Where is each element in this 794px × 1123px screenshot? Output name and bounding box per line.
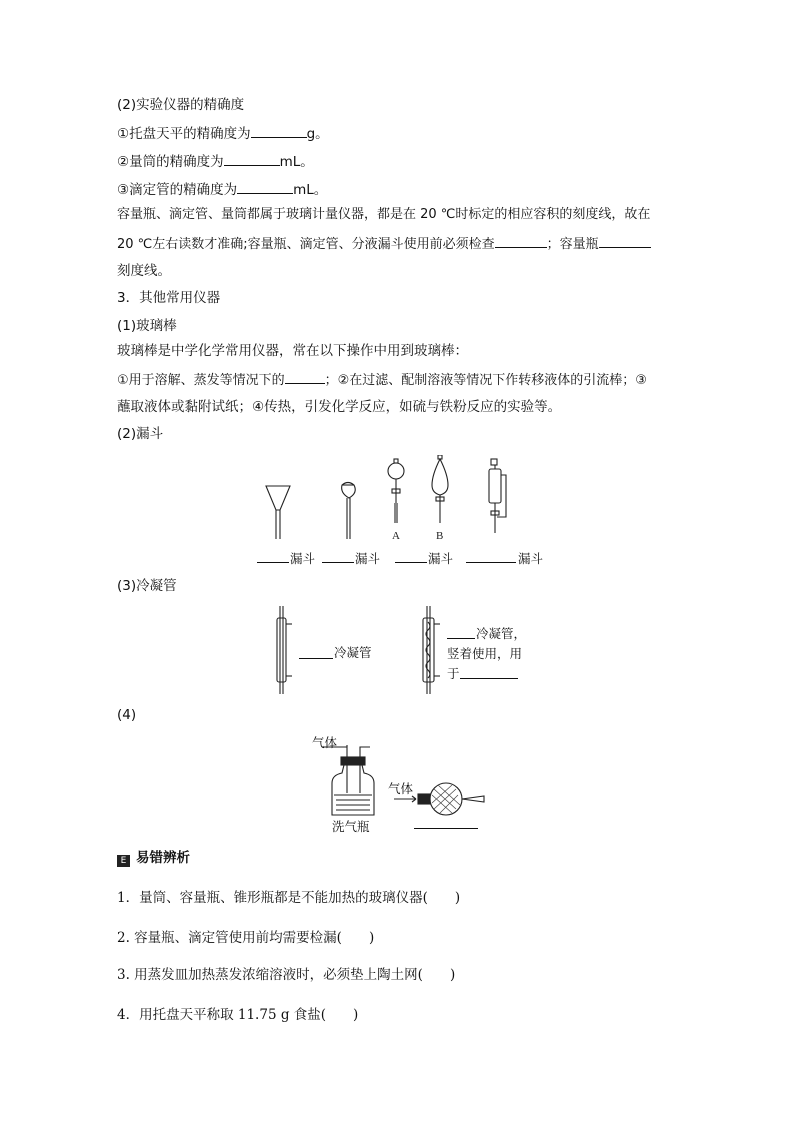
mistake-item-4: 4．用托盘天平称取 11.75 g 食盐( ) bbox=[117, 1007, 359, 1023]
balance-unit: g。 bbox=[306, 126, 329, 142]
condenser-caption-2a: 冷凝管， bbox=[476, 626, 527, 641]
funnel-blank-1 bbox=[257, 562, 289, 563]
rod-line1 bbox=[117, 369, 647, 391]
condenser-blank-2 bbox=[447, 638, 475, 639]
condenser-blank-3 bbox=[460, 678, 518, 679]
para-line2-b: ；容量瓶 bbox=[546, 237, 599, 252]
straight-condenser-icon bbox=[277, 606, 292, 694]
burette-precision-line bbox=[117, 179, 327, 200]
rod-intro: 玻璃棒是中学化学常用仪器，常在以下操作中用到玻璃棒： bbox=[117, 343, 468, 359]
spherical-separatory-funnel-icon bbox=[388, 459, 404, 523]
funnel-caption-2: 漏斗 bbox=[355, 551, 381, 566]
mistakes-header bbox=[117, 846, 190, 867]
mistakes-header-label: 易错辨析 bbox=[136, 850, 190, 866]
funnel-title: (2)漏斗 bbox=[117, 426, 164, 442]
para-line2-a: 20 ℃左右读数才准确;容量瓶、滴定管、分液漏斗使用前必须检查 bbox=[117, 237, 495, 252]
balance-blank bbox=[251, 123, 307, 138]
condenser-caption-2c: 于 bbox=[447, 666, 460, 681]
rod-blank bbox=[285, 369, 325, 384]
mistake-item-1: 1．量筒、容量瓶、锥形瓶都是不能加热的玻璃仪器( ) bbox=[117, 890, 461, 906]
funnel-caption-3: 漏斗 bbox=[428, 551, 454, 566]
check-blank bbox=[495, 233, 547, 248]
pear-separatory-funnel-icon bbox=[432, 455, 448, 523]
cylinder-precision-line bbox=[117, 151, 314, 172]
ordinary-funnel-icon bbox=[266, 486, 290, 539]
condenser-title: (3)冷凝管 bbox=[117, 578, 177, 594]
other-title: 3．其他常用仪器 bbox=[117, 290, 221, 306]
wash-bottle-icon bbox=[322, 745, 374, 815]
pressure-equalizing-funnel-icon bbox=[489, 459, 506, 533]
gas-label-drying: 气体 bbox=[388, 781, 414, 796]
drying-tube-blank bbox=[414, 828, 478, 829]
burette-blank bbox=[237, 179, 293, 194]
funnel-blank-4 bbox=[466, 562, 516, 563]
balance-precision-line bbox=[117, 123, 329, 144]
condenser-blank-1 bbox=[299, 658, 333, 659]
condenser-caption-2b: 竖着使用，用 bbox=[447, 646, 523, 661]
rod-title: (1)玻璃棒 bbox=[117, 318, 177, 334]
wash-bottle-caption: 洗气瓶 bbox=[332, 819, 370, 834]
rod-line1-b: ；②在过滤、配制溶液等情况下作转移液体的引流棒；③ bbox=[324, 373, 647, 388]
funnel-label-a: A bbox=[392, 530, 400, 542]
funnel-blank-3 bbox=[395, 562, 427, 563]
cylinder-prefix: ②量筒的精确度为 bbox=[117, 154, 224, 170]
cylinder-blank bbox=[224, 151, 280, 166]
burette-prefix: ③滴定管的精确度为 bbox=[117, 182, 238, 198]
bulb-condenser-icon bbox=[423, 606, 440, 694]
precision-para-line1: 容量瓶、滴定管、量筒都属于玻璃计量仪器，都是在 20 ℃时标定的相应容积的刻度线，故在 bbox=[117, 207, 651, 222]
mistake-item-2: 2. 容量瓶、滴定管使用前均需要检漏( ) bbox=[117, 930, 375, 946]
condenser-caption-1: 冷凝管 bbox=[334, 645, 372, 660]
funnel-caption-4: 漏斗 bbox=[518, 551, 544, 566]
funnels-figure bbox=[255, 455, 555, 545]
funnel-label-b: B bbox=[436, 530, 444, 542]
gas-label-inlet: 气体 bbox=[312, 735, 338, 750]
balance-prefix: ①托盘天平的精确度为 bbox=[117, 126, 251, 142]
precision-para-line3: 刻度线。 bbox=[117, 263, 171, 279]
funnel-blank-2 bbox=[322, 562, 354, 563]
rod-line1-a: ①用于溶解、蒸发等情况下的 bbox=[117, 373, 285, 388]
section-marker-icon: E bbox=[117, 855, 130, 867]
precision-para-line2 bbox=[117, 233, 651, 255]
volumetric-blank bbox=[599, 233, 651, 248]
burette-unit: mL。 bbox=[293, 182, 328, 198]
precision-title: (2)实验仪器的精确度 bbox=[117, 97, 245, 113]
rod-line2: 蘸取液体或黏附试纸；④传热，引发化学反应，如硫与铁粉反应的实验等。 bbox=[117, 399, 562, 415]
item4-title: (4) bbox=[117, 707, 137, 723]
mistake-item-3: 3. 用蒸发皿加热蒸发浓缩溶液时，必须垫上陶土网( ) bbox=[117, 967, 456, 983]
long-neck-funnel-icon bbox=[342, 483, 356, 540]
cylinder-unit: mL。 bbox=[279, 154, 314, 170]
funnel-caption-1: 漏斗 bbox=[290, 551, 316, 566]
